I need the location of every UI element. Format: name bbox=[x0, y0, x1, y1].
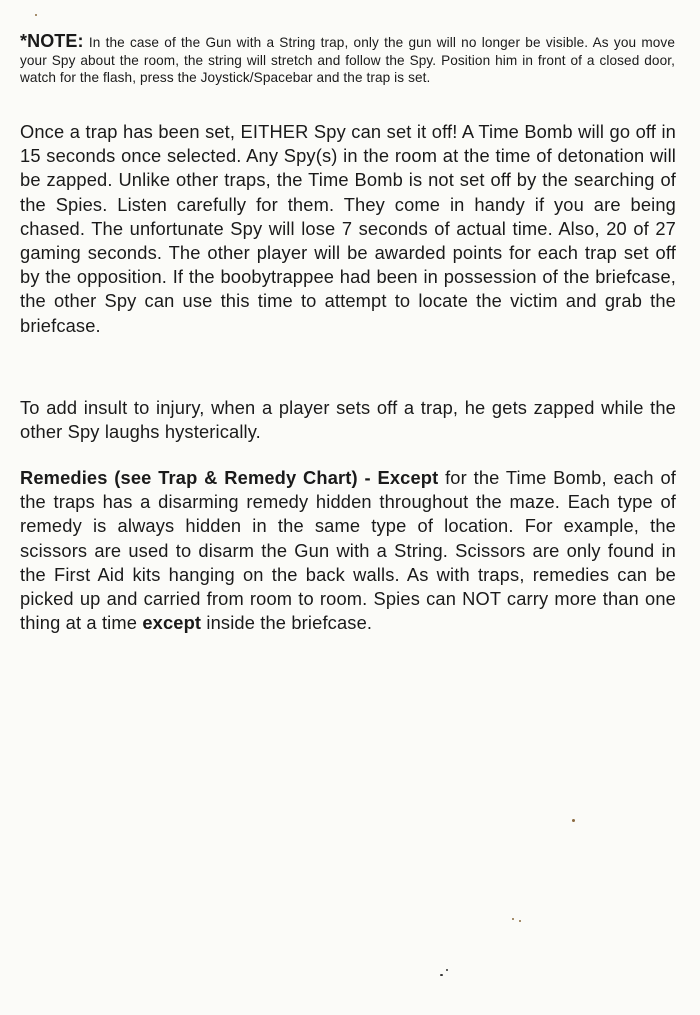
note-text: In the case of the Gun with a String trap, only the gun will no longer be visible. As you move your Spy about the room, the string will stretch and follow the Spy. Position him in front of a closed door, watch for the flash, press the Joystick/Spacebar and the trap is set. bbox=[20, 35, 675, 86]
remedies-text-a: for the Time Bomb, each of the traps has a disarming remedy hidden throughout the maze. Each type of remedy is always hidden in the same type of location. For example, the scissors are used to disarm the Gun with a String. Scissors are only found in the First Aid kits hanging on the back walls. As with traps, remedies can be picked up and carried from room to room. Spies can NOT carry more than one thing at a time bbox=[20, 467, 676, 634]
insult-paragraph: To add insult to injury, when a player sets off a trap, he gets zapped while the other Spy laughs hysterically. bbox=[20, 397, 676, 443]
remedies-heading: Remedies (see Trap & Remedy Chart) - Except bbox=[20, 467, 439, 488]
paper-speck bbox=[572, 819, 575, 822]
paper-speck bbox=[512, 918, 514, 920]
note-paragraph bbox=[20, 33, 675, 87]
note-label: *NOTE: bbox=[20, 31, 84, 51]
remedies-text-b: inside the briefcase. bbox=[201, 612, 373, 634]
paper-speck bbox=[35, 14, 37, 16]
paper-speck bbox=[519, 920, 521, 922]
paper-speck bbox=[440, 974, 443, 976]
remedies-paragraph bbox=[20, 466, 676, 635]
trap-set-paragraph: Once a trap has been set, EITHER Spy can set it off! A Time Bomb will go off in 15 seconds once selected. Any Spy(s) in the room at the time of detonation will be zapped. Unlike other traps, the Time Bomb is not set off by the searching of the Spies. Listen carefully for them. They come in handy if you are being chased. The unfortunate Spy will lose 7 seconds of actual time. Also, 20 of 27 gaming seconds. The other player will be awarded points for each trap set off by the opposition. If the boobytrappee had been in possession of the briefcase, the other Spy can use this time to attempt to locate the victim and grab the briefcase. bbox=[20, 121, 676, 336]
paper-speck bbox=[446, 969, 448, 971]
remedies-emphasis: except bbox=[142, 612, 202, 634]
